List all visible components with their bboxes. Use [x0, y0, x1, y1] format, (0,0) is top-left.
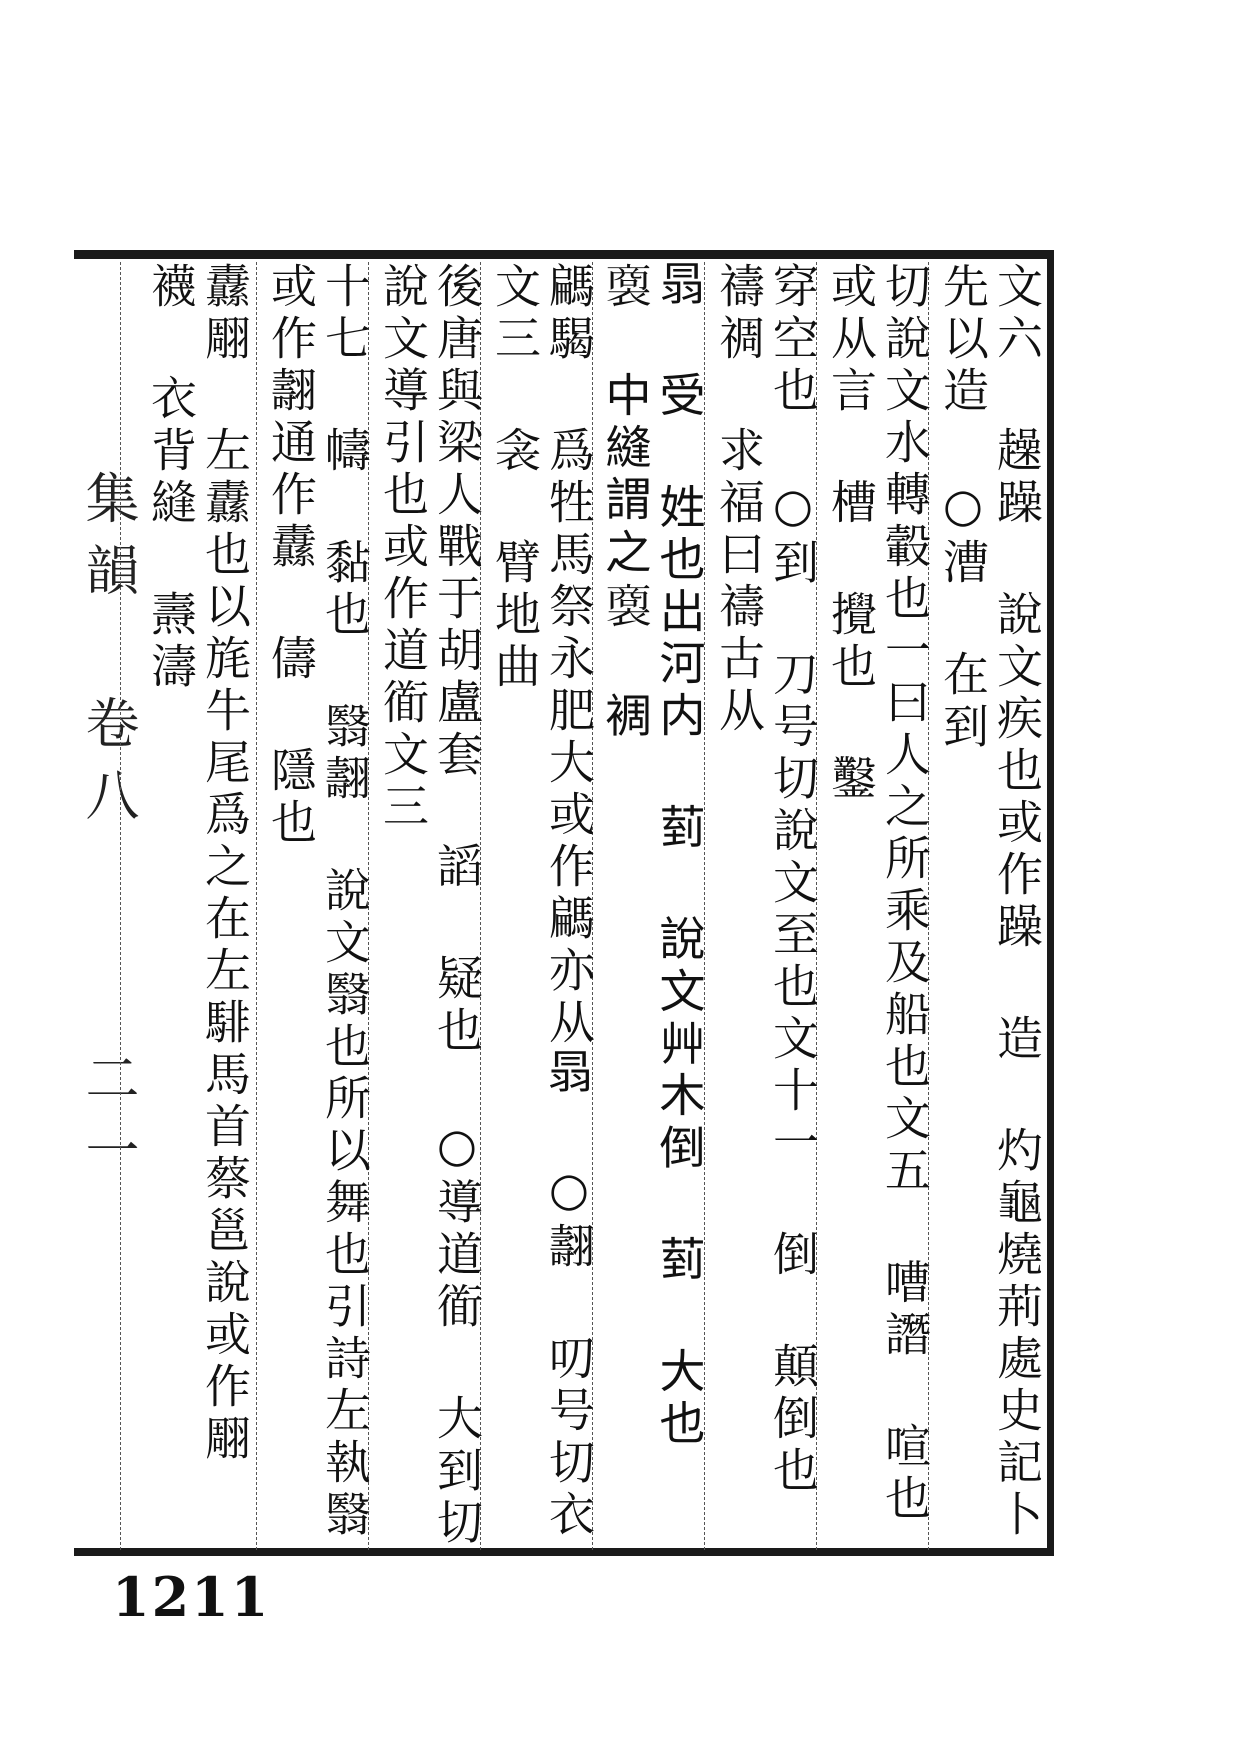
column-text: 文六 趮躁 說文疾也或作躁 造 灼龜燒荊處史記卜先以造 ○漕 在到 — [936, 262, 1044, 1542]
text-column-7 — [260, 262, 372, 1550]
column-text: 後唐與梁人戰于胡盧套 謟 疑也 ○導道衜 大到切說文導引也或作道衜文三 — [376, 262, 484, 1550]
margin-title — [70, 470, 147, 839]
text-column-6 — [372, 262, 484, 1550]
text-column-3 — [708, 262, 820, 1550]
text-column-5 — [484, 262, 596, 1550]
margin-leaf — [70, 1050, 147, 1194]
frame-bottom-border — [74, 1552, 1054, 1556]
margin-leaf-text: 二一 — [77, 1050, 140, 1194]
column-text: 穿空也 ○到 刀号切說文至也文十一 倒 顛倒也 禱禂 求福曰禱古从 — [712, 262, 820, 1498]
page-number-text: 1211 — [112, 1565, 271, 1629]
column-divider — [256, 262, 257, 1550]
text-column-2 — [820, 262, 932, 1550]
column-text: 切說文水轉轂也一曰人之所乘及船也文五 嘈譖 喧也或从言 槽 攪也 鑿 — [824, 262, 932, 1526]
text-column-8 — [140, 262, 252, 1550]
text-column-1 — [932, 262, 1044, 1550]
column-divider — [120, 262, 121, 1550]
column-text: 十七 幬 黏也 翳翿 說文翳也所以舞也引詩左執翳或作翿通作纛 儔 隱也 — [264, 262, 372, 1542]
text-column-4 — [596, 262, 708, 1550]
column-text: 𦐇 受 姓也出河内 菿 說文艸木倒 菿 大也 𧜟 中縫謂之𧜟 裯 — [600, 262, 708, 1454]
column-text: 纛翢 左纛也以旄牛尾爲之在左騑馬首蔡邕說或作翢 襪 衣背縫 燾濤 — [144, 262, 252, 1466]
column-text: 騗騔 爲牲馬祭永肥大或作騗亦从𦐇 ○翿 叨号切衣文三 衾 臂地曲 — [488, 262, 596, 1542]
page-number — [112, 1565, 270, 1629]
margin-title-text: 集韻 卷八 — [77, 470, 140, 839]
